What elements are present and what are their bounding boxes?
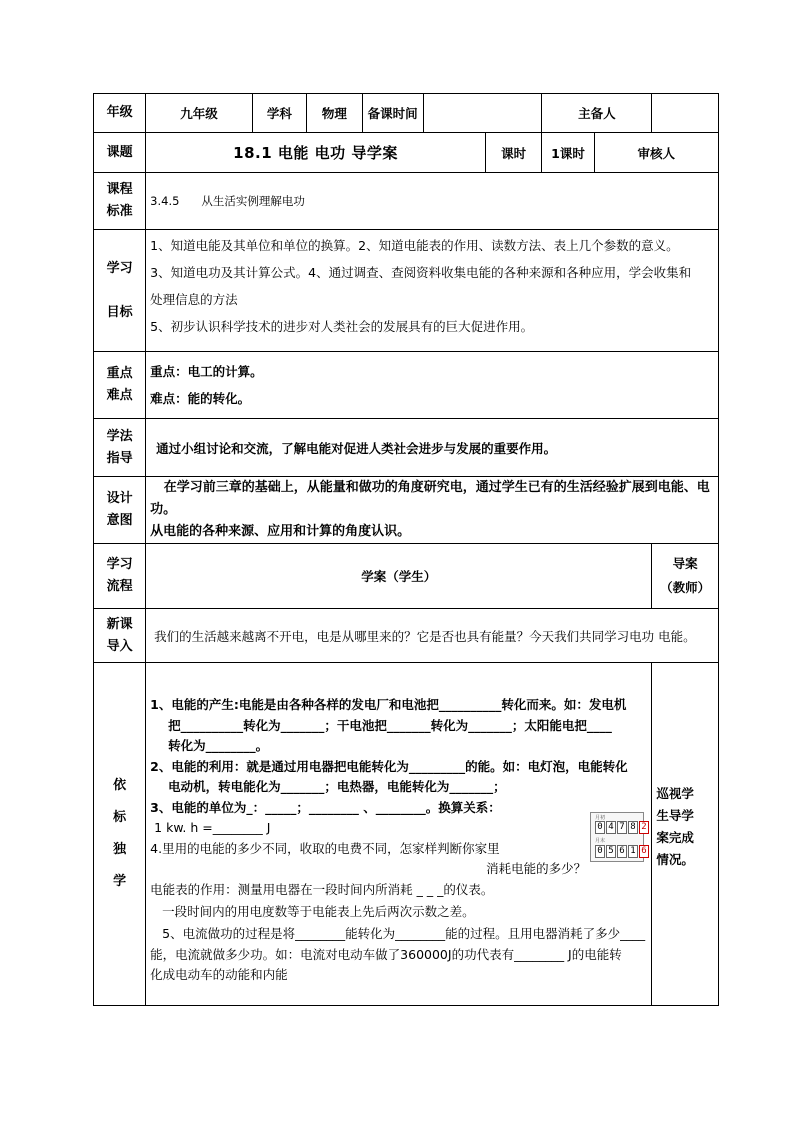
subject-value: 物理: [307, 94, 363, 133]
meter-bottom-reading: [595, 845, 650, 858]
design-row: [94, 477, 719, 544]
teacher-note-4: 情况。: [656, 852, 694, 867]
goal-line-4: 5、初步认识科学技术的进步对人类社会的发展具有的巨大促进作用。: [150, 319, 534, 334]
prep-time-value: [423, 94, 542, 133]
keypoints-label-line2: 难点: [106, 388, 133, 403]
keypoints-label-line1: 重点: [106, 366, 133, 381]
standard-label-line1: 课程: [106, 182, 133, 197]
lesson-plan-table: [93, 93, 719, 1006]
subject-label: 学科: [252, 94, 306, 133]
design-label: [94, 477, 146, 544]
goals-label-line2: 目标: [106, 304, 133, 320]
design-label-line2: 意图: [106, 513, 133, 528]
meter-top-digit: 7: [617, 821, 627, 834]
standard-row: [94, 173, 719, 230]
meter-top-decimal-digit: 2: [639, 821, 649, 834]
self-study-label: [94, 663, 146, 1006]
meter-top-caption: 月初: [595, 815, 606, 821]
design-label-line1: 设计: [106, 491, 133, 506]
info-row-1: [94, 94, 719, 133]
standard-text: 从生活实例理解电功: [201, 194, 305, 208]
flow-row: [94, 544, 719, 609]
goals-content: [146, 230, 719, 352]
self-study-label-2: 标: [113, 810, 127, 825]
teacher-plan-line1: 导案: [672, 556, 698, 571]
flow-label: [94, 544, 146, 609]
self-study-label-4: 学: [113, 874, 127, 889]
flow-label-line2: 流程: [106, 579, 133, 594]
self-study-content: [146, 663, 652, 1006]
goal-line-2: 3、知道电功及其计算公式。4、通过调查、查阅资料收集电能的各种来源和各种应用，学会收集和: [150, 265, 692, 280]
goal-line-1: 1、知道电能及其单位和单位的换算。2、知道电能表的作用、读数方法、表上几个参数的意义。: [150, 238, 679, 253]
teacher-note-2: 生导学: [656, 808, 694, 823]
study-line-14: 化成电动车的动能和内能: [150, 967, 288, 982]
design-line-1: 在学习前三章的基础上，从能量和做功的角度研究电，通过学生已有的生活经验扩展到电能、电功。: [150, 480, 710, 517]
flow-label-line1: 学习: [106, 557, 133, 572]
standard-content: [146, 173, 719, 230]
method-label-line2: 指导: [106, 450, 133, 466]
meter-bottom-digit: 0: [595, 845, 605, 858]
teacher-plan-line2: （教师）: [660, 580, 711, 595]
period-label: 课时: [485, 133, 542, 173]
grade-label: 年级: [94, 94, 146, 133]
intro-label-line2: 导入: [106, 638, 133, 654]
study-line-10: 电能表的作用：测量用电器在一段时间内所消耗 _ _ _的仪表。: [150, 881, 494, 897]
keypoints-label: [94, 352, 146, 419]
self-study-label-3: 独: [113, 842, 127, 857]
meter-bottom-digit: 5: [606, 845, 616, 858]
study-line-11: 一段时间内的用电度数等于电能表上先后两次示数之差。: [162, 904, 475, 919]
meter-top-reading: [595, 821, 650, 834]
info-row-2: [94, 133, 719, 173]
lead-teacher-value: [652, 94, 719, 133]
goals-label-line1: 学习: [106, 260, 133, 276]
design-content: [146, 477, 719, 544]
standard-label-line2: 标准: [106, 204, 133, 219]
intro-label: [94, 609, 146, 663]
topic-title: 18.1 电能 电功 导学案: [146, 133, 486, 173]
meter-bottom-digit: 1: [628, 845, 638, 858]
meter-bottom-digit: 6: [617, 845, 627, 858]
intro-label-line1: 新课: [106, 616, 133, 632]
grade-value: 九年级: [146, 94, 253, 133]
key-point: 重点：电工的计算。: [150, 364, 263, 379]
standard-code: 3.4.5: [150, 194, 180, 208]
study-line-5: 电动机，转电能化为_______；电热器，电能转化为_______；: [168, 779, 506, 794]
teacher-note-3: 案完成: [656, 830, 694, 845]
method-text: 通过小组讨论和交流，了解电能对促进人类社会进步与发展的重要作用。: [146, 419, 719, 477]
study-line-6: 3、电能的单位为_：_____；________ 、________。换算关系：: [150, 799, 501, 815]
self-study-label-1: 依: [113, 778, 127, 793]
meter-bottom-decimal-digit: 6: [639, 845, 649, 858]
keypoints-content: [146, 352, 719, 419]
intro-row: [94, 609, 719, 663]
study-line-4: 2、电能的利用：就是通过用电器把电能转化为_________的能。如：电灯泡，电能转化: [150, 758, 628, 774]
study-line-9: 消耗电能的多少？: [486, 861, 587, 876]
study-line-3: 转化为________。: [168, 738, 269, 753]
study-line-2: 把__________转化为_______；干电池把_______转化为_______；太阳能电把____: [168, 717, 612, 733]
meter-top-digit: 8: [628, 821, 638, 834]
design-line-2: 从电能的各种来源、应用和计算的角度认识。: [150, 524, 411, 539]
standard-label: [94, 173, 146, 230]
lead-teacher-label: 主备人: [542, 94, 652, 133]
goal-line-3: 处理信息的方法: [150, 292, 238, 307]
electric-meter-image: [590, 812, 647, 862]
goals-row: [94, 230, 719, 352]
intro-text: 我们的生活越来越离不开电，电是从哪里来的？它是否也具有能量？今天我们共同学习电功 电能。: [146, 609, 719, 663]
period-value: 1课时: [542, 133, 594, 173]
meter-top-digit: 4: [606, 821, 616, 834]
method-label-line1: 学法: [106, 428, 133, 444]
study-line-7: 1 kw. h =________ J: [154, 820, 271, 835]
study-line-13: 能，电流就做多少功。如：电流对电动车做了360000J的功代表有________ J的电能转: [150, 946, 622, 962]
student-plan-header: 学案（学生）: [146, 544, 652, 609]
prep-time-label: 备课时间: [362, 94, 423, 133]
teacher-note: [652, 663, 719, 1006]
meter-top-digit: 0: [595, 821, 605, 834]
reviewer-label: 审核人: [594, 133, 718, 173]
study-line-12: 5、电流做功的过程是将________能转化为________能的过程。且用电器消耗了多少____: [162, 926, 646, 941]
teacher-plan-header: [652, 544, 719, 609]
method-row: [94, 419, 719, 477]
teacher-note-1: 巡视学: [656, 786, 694, 801]
topic-label: 课题: [94, 133, 146, 173]
keypoints-row: [94, 352, 719, 419]
study-line-1: 1、电能的产生:电能是由各种各样的发电厂和电池把__________转化而来。如：发电机: [150, 697, 627, 712]
method-label: [94, 419, 146, 477]
meter-bottom-caption: 月末: [595, 838, 606, 844]
goals-label: [94, 230, 146, 352]
difficult-point: 难点：能的转化。: [150, 391, 251, 406]
study-line-8: 4.里用的电能的多少不同，收取的电费不同，怎家样判断你家里: [150, 840, 500, 856]
